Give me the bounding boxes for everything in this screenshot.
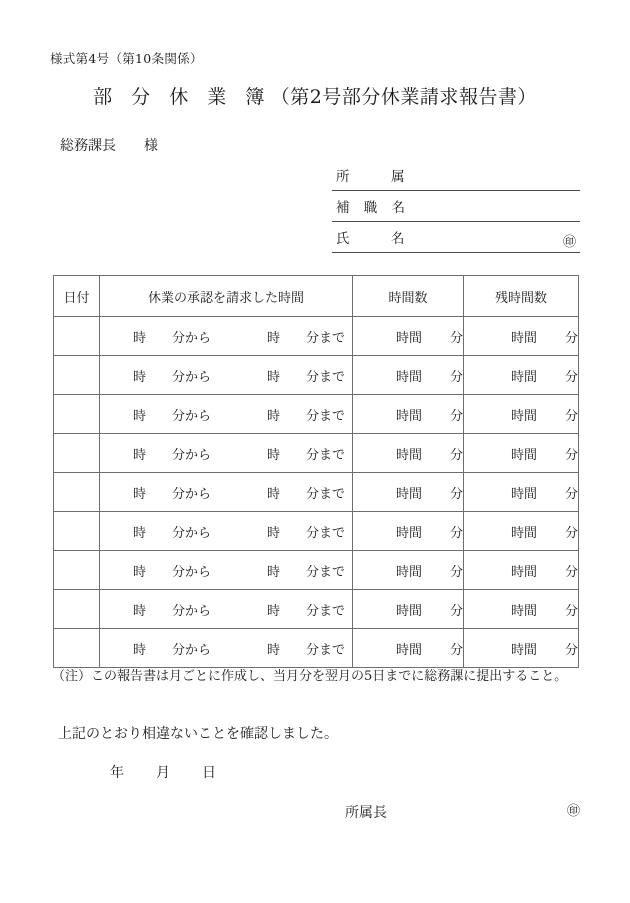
cell-date[interactable]: [54, 512, 100, 551]
field-job-title-label: 補 職 名: [336, 200, 411, 216]
table-row[interactable]: [54, 395, 579, 434]
from-minute-unit: 分から: [171, 369, 211, 385]
addressee-name: 総務課長: [60, 138, 116, 154]
cell-remaining-hours[interactable]: [464, 356, 579, 395]
to-minute-unit: 分まで: [306, 330, 346, 346]
to-hour-unit: 時: [267, 369, 281, 385]
hours-unit: 時間: [395, 330, 422, 346]
cell-date[interactable]: [54, 590, 100, 629]
hours-unit: 時間: [395, 486, 422, 502]
cell-remaining-hours[interactable]: [464, 395, 579, 434]
remaining-minutes-unit: 分: [564, 525, 578, 541]
minutes-unit: 分: [449, 564, 463, 580]
cell-remaining-hours[interactable]: [464, 434, 579, 473]
hours-unit: 時間: [395, 447, 422, 463]
from-hour-unit: 時: [132, 369, 146, 385]
cell-date[interactable]: [54, 395, 100, 434]
form-number: 様式第4号（第10条関係）: [50, 51, 203, 66]
field-affiliation-label: 所 属: [336, 169, 419, 185]
column-header-remaining: 残時間数: [464, 276, 579, 317]
from-minute-unit: 分から: [171, 603, 211, 619]
from-minute-unit: 分から: [171, 408, 211, 424]
day-label: 日: [202, 765, 216, 781]
to-hour-unit: 時: [267, 486, 281, 502]
column-header-date: 日付: [54, 276, 100, 317]
cell-remaining-hours[interactable]: [464, 512, 579, 551]
cell-date[interactable]: [54, 434, 100, 473]
cell-hours-count[interactable]: [353, 473, 464, 512]
to-minute-unit: 分まで: [306, 447, 346, 463]
year-label: 年: [110, 765, 124, 781]
to-hour-unit: 時: [267, 447, 281, 463]
remaining-minutes-unit: 分: [564, 408, 578, 424]
remaining-minutes-unit: 分: [564, 447, 578, 463]
table-row[interactable]: [54, 512, 579, 551]
minutes-unit: 分: [449, 369, 463, 385]
cell-hours-count[interactable]: [353, 629, 464, 668]
cell-requested-period[interactable]: [100, 512, 353, 551]
table-row[interactable]: [54, 551, 579, 590]
remaining-minutes-unit: 分: [564, 642, 578, 658]
hours-unit: 時間: [395, 603, 422, 619]
cell-requested-period[interactable]: [100, 590, 353, 629]
remaining-hours-unit: 時間: [510, 564, 537, 580]
cell-requested-period[interactable]: [100, 629, 353, 668]
to-minute-unit: 分まで: [306, 408, 346, 424]
cell-remaining-hours[interactable]: [464, 473, 579, 512]
from-hour-unit: 時: [132, 408, 146, 424]
minutes-unit: 分: [449, 408, 463, 424]
remaining-minutes-unit: 分: [564, 330, 578, 346]
table-note: （注）この報告書は月ごとに作成し、当月分を翌月の5日までに総務課に提出すること。: [52, 669, 568, 684]
cell-date[interactable]: [54, 473, 100, 512]
from-hour-unit: 時: [132, 486, 146, 502]
to-hour-unit: 時: [267, 330, 281, 346]
minutes-unit: 分: [449, 642, 463, 658]
minutes-unit: 分: [449, 447, 463, 463]
to-hour-unit: 時: [267, 603, 281, 619]
to-minute-unit: 分まで: [306, 564, 346, 580]
from-hour-unit: 時: [132, 330, 146, 346]
from-hour-unit: 時: [132, 603, 146, 619]
page-title-main: 部 分 休 業 簿: [93, 86, 271, 108]
hours-unit: 時間: [395, 408, 422, 424]
remaining-hours-unit: 時間: [510, 642, 537, 658]
leave-record-table: [53, 275, 579, 668]
approver-seal-icon: ㊞: [566, 804, 580, 819]
from-hour-unit: 時: [132, 642, 146, 658]
table-row[interactable]: [54, 629, 579, 668]
table-row[interactable]: [54, 473, 579, 512]
table-row[interactable]: [54, 356, 579, 395]
minutes-unit: 分: [449, 486, 463, 502]
confirmation-date-line[interactable]: [110, 762, 216, 782]
table-row[interactable]: [54, 434, 579, 473]
from-minute-unit: 分から: [171, 330, 211, 346]
addressee-line: [60, 135, 158, 155]
to-minute-unit: 分まで: [306, 486, 346, 502]
from-hour-unit: 時: [132, 447, 146, 463]
from-hour-unit: 時: [132, 525, 146, 541]
cell-hours-count[interactable]: [353, 590, 464, 629]
to-minute-unit: 分まで: [306, 369, 346, 385]
cell-remaining-hours[interactable]: [464, 590, 579, 629]
page-title-parenthetical: （第2号部分休業請求報告書）: [270, 86, 537, 108]
cell-remaining-hours[interactable]: [464, 629, 579, 668]
to-minute-unit: 分まで: [306, 603, 346, 619]
table-row[interactable]: [54, 590, 579, 629]
table-header-row: [54, 276, 579, 317]
cell-hours-count[interactable]: [353, 356, 464, 395]
cell-requested-period[interactable]: [100, 317, 353, 356]
hours-unit: 時間: [395, 642, 422, 658]
cell-requested-period[interactable]: [100, 395, 353, 434]
to-hour-unit: 時: [267, 642, 281, 658]
remaining-hours-unit: 時間: [510, 486, 537, 502]
cell-requested-period[interactable]: [100, 434, 353, 473]
from-minute-unit: 分から: [171, 525, 211, 541]
field-name[interactable]: [332, 222, 580, 253]
from-minute-unit: 分から: [171, 447, 211, 463]
remaining-hours-unit: 時間: [510, 603, 537, 619]
cell-date[interactable]: [54, 629, 100, 668]
minutes-unit: 分: [449, 603, 463, 619]
remaining-minutes-unit: 分: [564, 603, 578, 619]
table-body: [54, 317, 579, 668]
field-name-label: 氏 名: [336, 231, 419, 247]
table-row[interactable]: [54, 317, 579, 356]
column-header-period: 休業の承認を請求した時間: [100, 276, 353, 317]
cell-date[interactable]: [54, 356, 100, 395]
field-job-title[interactable]: [332, 191, 580, 222]
cell-hours-count[interactable]: [353, 512, 464, 551]
to-minute-unit: 分まで: [306, 642, 346, 658]
cell-remaining-hours[interactable]: [464, 317, 579, 356]
remaining-minutes-unit: 分: [564, 369, 578, 385]
cell-hours-count[interactable]: [353, 434, 464, 473]
cell-hours-count[interactable]: [353, 395, 464, 434]
page-title: [0, 82, 630, 109]
hours-unit: 時間: [395, 369, 422, 385]
seal-icon: ㊞: [562, 235, 576, 250]
remaining-hours-unit: 時間: [510, 447, 537, 463]
from-minute-unit: 分から: [171, 486, 211, 502]
from-minute-unit: 分から: [171, 564, 211, 580]
column-header-hours: 時間数: [353, 276, 464, 317]
from-hour-unit: 時: [132, 564, 146, 580]
month-label: 月: [156, 765, 170, 781]
remaining-hours-unit: 時間: [510, 525, 537, 541]
cell-date[interactable]: [54, 551, 100, 590]
cell-hours-count[interactable]: [353, 317, 464, 356]
to-hour-unit: 時: [267, 564, 281, 580]
addressee-honorific: 様: [144, 138, 158, 154]
cell-hours-count[interactable]: [353, 551, 464, 590]
remaining-minutes-unit: 分: [564, 564, 578, 580]
approver-signature-row[interactable]: [345, 802, 580, 824]
minutes-unit: 分: [449, 330, 463, 346]
to-hour-unit: 時: [267, 525, 281, 541]
hours-unit: 時間: [395, 564, 422, 580]
cell-requested-period[interactable]: [100, 551, 353, 590]
to-minute-unit: 分まで: [306, 525, 346, 541]
remaining-hours-unit: 時間: [510, 330, 537, 346]
from-minute-unit: 分から: [171, 642, 211, 658]
cell-requested-period[interactable]: [100, 356, 353, 395]
remaining-hours-unit: 時間: [510, 408, 537, 424]
to-hour-unit: 時: [267, 408, 281, 424]
confirmation-statement: 上記のとおり相違ないことを確認しました。: [58, 726, 338, 742]
cell-remaining-hours[interactable]: [464, 551, 579, 590]
signer-fields-block: [332, 160, 580, 253]
approver-label: 所属長: [345, 805, 387, 821]
remaining-hours-unit: 時間: [510, 369, 537, 385]
minutes-unit: 分: [449, 525, 463, 541]
cell-date[interactable]: [54, 317, 100, 356]
remaining-minutes-unit: 分: [564, 486, 578, 502]
field-affiliation[interactable]: [332, 160, 580, 191]
hours-unit: 時間: [395, 525, 422, 541]
cell-requested-period[interactable]: [100, 473, 353, 512]
